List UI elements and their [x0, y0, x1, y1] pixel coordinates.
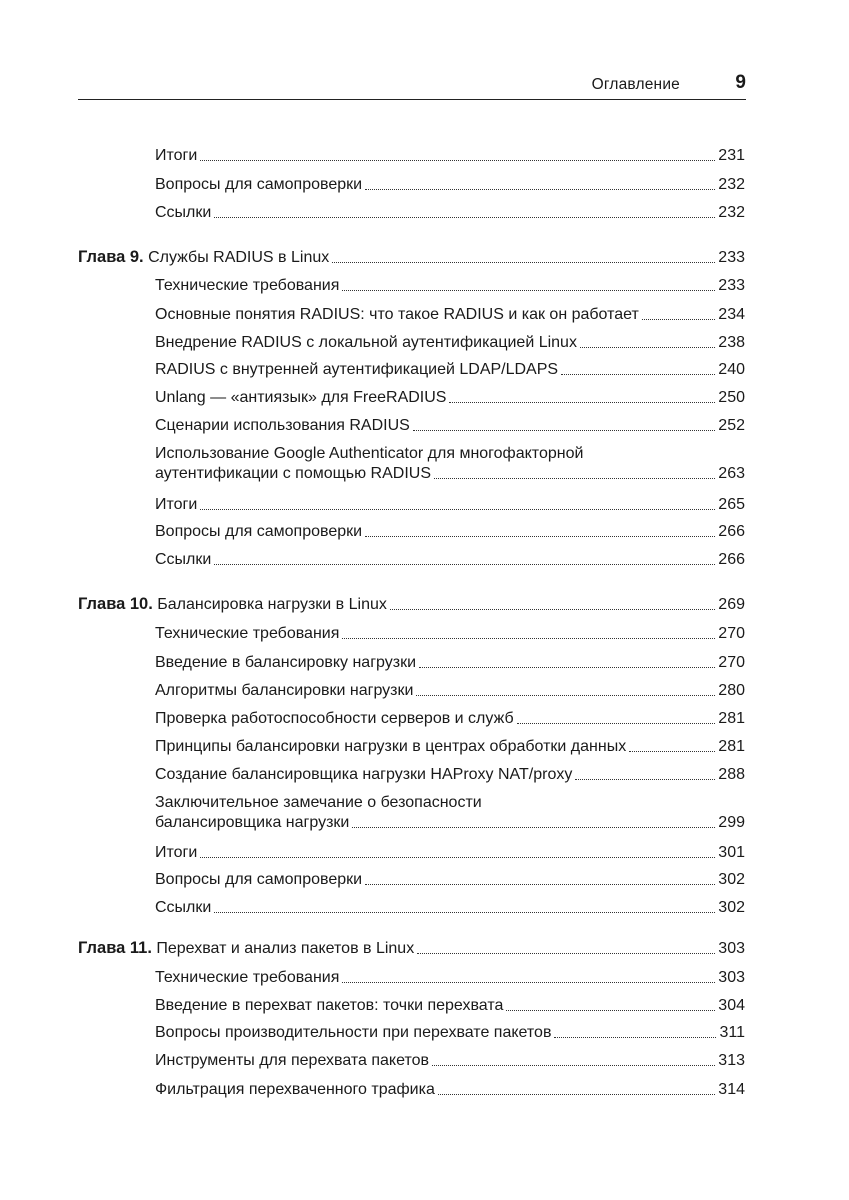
- toc-page-number: 231: [718, 147, 745, 164]
- toc-page-number: 269: [718, 596, 745, 613]
- toc-page-number: 303: [718, 940, 745, 957]
- toc-entry-label-line1: Заключительное замечание о безопасности: [155, 794, 482, 811]
- toc-entry-label: Итоги: [155, 496, 198, 513]
- toc-section-entry[interactable]: [155, 645, 745, 673]
- dot-leader: [342, 290, 715, 291]
- toc-entry-label: Технические требования: [155, 625, 340, 642]
- toc-page-number: 302: [718, 899, 745, 916]
- toc-section-entry[interactable]: [155, 1043, 745, 1071]
- toc-entry-label: Итоги: [155, 844, 198, 861]
- dot-leader: [517, 723, 716, 724]
- toc-entry-label: Итоги: [155, 147, 198, 164]
- chapter-number: Глава 11.: [78, 939, 152, 957]
- dot-leader: [214, 912, 715, 913]
- dot-leader: [342, 638, 715, 639]
- toc-section-entry[interactable]: [155, 297, 745, 325]
- toc-section-entry[interactable]: [155, 268, 745, 296]
- chapter-title: Службы RADIUS в Linux: [143, 249, 330, 266]
- dot-leader: [434, 478, 715, 479]
- toc-entry-label: Вопросы для самопроверки: [155, 176, 363, 193]
- toc-page-number: 266: [718, 551, 745, 568]
- toc-section-entry[interactable]: [155, 757, 745, 785]
- toc-section-entry[interactable]: [155, 835, 745, 863]
- dot-leader: [432, 1065, 715, 1066]
- toc-chapter-entry[interactable]: [78, 931, 745, 959]
- toc-entry-label: RADIUS с внутренней аутентификацией LDAP/LDAPS: [155, 361, 559, 378]
- page-number: 9: [735, 72, 746, 93]
- chapter-title: Перехват и анализ пакетов в Linux: [151, 940, 415, 957]
- dot-leader: [365, 189, 715, 190]
- toc-entry-label: Ссылки: [155, 204, 212, 221]
- dot-leader: [554, 1037, 716, 1038]
- toc-entry-label: Проверка работоспособности серверов и служб: [155, 710, 514, 727]
- toc-page-number: 270: [718, 625, 745, 642]
- dot-leader: [200, 509, 715, 510]
- toc-entry-label: [78, 938, 414, 959]
- toc-entry-label: Инструменты для перехвата пакетов: [155, 1052, 430, 1069]
- toc-page-number: 270: [718, 654, 745, 671]
- dot-leader: [390, 609, 715, 610]
- dot-leader: [352, 827, 715, 828]
- toc-section-entry[interactable]: [155, 195, 745, 223]
- toc-entry-label: Введение в перехват пакетов: точки перехвата: [155, 997, 504, 1014]
- toc-page-number: 301: [718, 844, 745, 861]
- toc-entry-label: Основные понятия RADIUS: что такое RADIUS и как он работает: [155, 306, 639, 323]
- toc-section-entry[interactable]: [155, 436, 745, 484]
- toc-page-number: 263: [718, 465, 745, 482]
- toc-section-entry[interactable]: [155, 673, 745, 701]
- toc-entry-label: Ссылки: [155, 899, 212, 916]
- toc-section-entry[interactable]: [155, 862, 745, 890]
- running-header-title: Оглавление: [591, 76, 680, 93]
- toc-section-entry[interactable]: [155, 167, 745, 195]
- chapter-number: Глава 9.: [78, 248, 144, 266]
- toc-page-number: 232: [718, 176, 745, 193]
- toc-section-entry[interactable]: [155, 1072, 745, 1100]
- toc-page-number: 234: [718, 306, 745, 323]
- dot-leader: [629, 751, 715, 752]
- toc-entry-label: Технические требования: [155, 277, 340, 294]
- toc-section-entry[interactable]: [155, 487, 745, 515]
- toc-page-number: 265: [718, 496, 745, 513]
- chapter-number: Глава 10.: [78, 595, 153, 613]
- dot-leader: [200, 160, 715, 161]
- toc-entry-label: Вопросы производительности при перехвате пакетов: [155, 1024, 552, 1041]
- dot-leader: [365, 536, 715, 537]
- dot-leader: [419, 667, 715, 668]
- toc-section-entry[interactable]: [155, 542, 745, 570]
- toc-page-number: 302: [718, 871, 745, 888]
- dot-leader: [417, 953, 715, 954]
- toc-page-number: 250: [718, 389, 745, 406]
- toc-entry-label: [78, 247, 329, 268]
- toc-section-entry[interactable]: [155, 616, 745, 644]
- toc-section-entry[interactable]: [155, 890, 745, 918]
- toc-entry-label: Unlang — «антиязык» для FreeRADIUS: [155, 389, 447, 406]
- dot-leader: [413, 430, 715, 431]
- toc-section-entry[interactable]: [155, 729, 745, 757]
- dot-leader: [580, 347, 715, 348]
- toc-page-number: 313: [718, 1052, 745, 1069]
- toc-page-number: 314: [718, 1081, 745, 1098]
- chapter-title: Балансировка нагрузки в Linux: [152, 596, 387, 613]
- toc-entry-label: Создание балансировщика нагрузки HAProxy NAT/proxy: [155, 766, 573, 783]
- toc-page-number: 281: [718, 738, 745, 755]
- toc-entry-label-line2: балансировщика нагрузки: [155, 814, 350, 831]
- toc-entry-label: [155, 444, 745, 484]
- dot-leader: [200, 857, 715, 858]
- toc-entry-label-line1: Использование Google Authenticator для многофакторной: [155, 445, 584, 462]
- dot-leader: [449, 402, 715, 403]
- toc-entry-label: Алгоритмы балансировки нагрузки: [155, 682, 414, 699]
- toc-page-number: 304: [718, 997, 745, 1014]
- toc-page-number: 232: [718, 204, 745, 221]
- toc-page-number: 288: [718, 766, 745, 783]
- toc-page-number: 233: [718, 277, 745, 294]
- dot-leader: [214, 217, 715, 218]
- toc-chapter-entry[interactable]: [78, 240, 745, 268]
- dot-leader: [214, 564, 715, 565]
- toc-entry-label: Ссылки: [155, 551, 212, 568]
- toc-section-entry[interactable]: [155, 988, 745, 1016]
- toc-section-entry[interactable]: [155, 1015, 745, 1043]
- toc-page-number: 281: [718, 710, 745, 727]
- dot-leader: [332, 262, 715, 263]
- toc-section-entry[interactable]: [155, 138, 745, 166]
- toc-section-entry[interactable]: [155, 785, 745, 833]
- toc-section-entry[interactable]: [155, 325, 745, 353]
- toc-entry-label: [78, 594, 387, 615]
- toc-entry-label: Внедрение RADIUS с локальной аутентификацией Linux: [155, 334, 577, 351]
- toc-section-entry[interactable]: [155, 701, 745, 729]
- toc-section-entry[interactable]: [155, 380, 745, 408]
- toc-section-entry[interactable]: [155, 408, 745, 436]
- toc-entry-label-line2-row: [155, 464, 745, 484]
- dot-leader: [561, 374, 715, 375]
- toc-entry-label-line2-row: [155, 813, 745, 833]
- toc-page-number: 240: [718, 361, 745, 378]
- dot-leader: [438, 1094, 715, 1095]
- toc-entry-label: Вопросы для самопроверки: [155, 871, 363, 888]
- toc-entry-label: Технические требования: [155, 969, 340, 986]
- toc-page-number: 238: [718, 334, 745, 351]
- dot-leader: [506, 1010, 715, 1011]
- dot-leader: [342, 982, 715, 983]
- toc-entry-label-line2: аутентификации с помощью RADIUS: [155, 465, 432, 482]
- toc-section-entry[interactable]: [155, 352, 745, 380]
- toc-entry-label: [155, 793, 745, 833]
- toc-entry-label: Вопросы для самопроверки: [155, 523, 363, 540]
- dot-leader: [365, 884, 715, 885]
- toc-section-entry[interactable]: [155, 514, 745, 542]
- toc-page-number: 280: [718, 682, 745, 699]
- dot-leader: [575, 779, 715, 780]
- toc-page-number: 252: [718, 417, 745, 434]
- toc-entry-label: Принципы балансировки нагрузки в центрах обработки данных: [155, 738, 627, 755]
- dot-leader: [642, 319, 715, 320]
- toc-page-number: 233: [718, 249, 745, 266]
- dot-leader: [416, 695, 715, 696]
- toc-page-number: 266: [718, 523, 745, 540]
- toc-page-number: 303: [718, 969, 745, 986]
- toc-entry-label: Фильтрация перехваченного трафика: [155, 1081, 435, 1098]
- toc-section-entry[interactable]: [155, 960, 745, 988]
- toc-entry-label: Сценарии использования RADIUS: [155, 417, 410, 434]
- toc-chapter-entry[interactable]: [78, 587, 745, 615]
- toc-page-number: 311: [719, 1024, 745, 1041]
- toc-page-number: 299: [718, 814, 745, 831]
- toc-entry-label: Введение в балансировку нагрузки: [155, 654, 417, 671]
